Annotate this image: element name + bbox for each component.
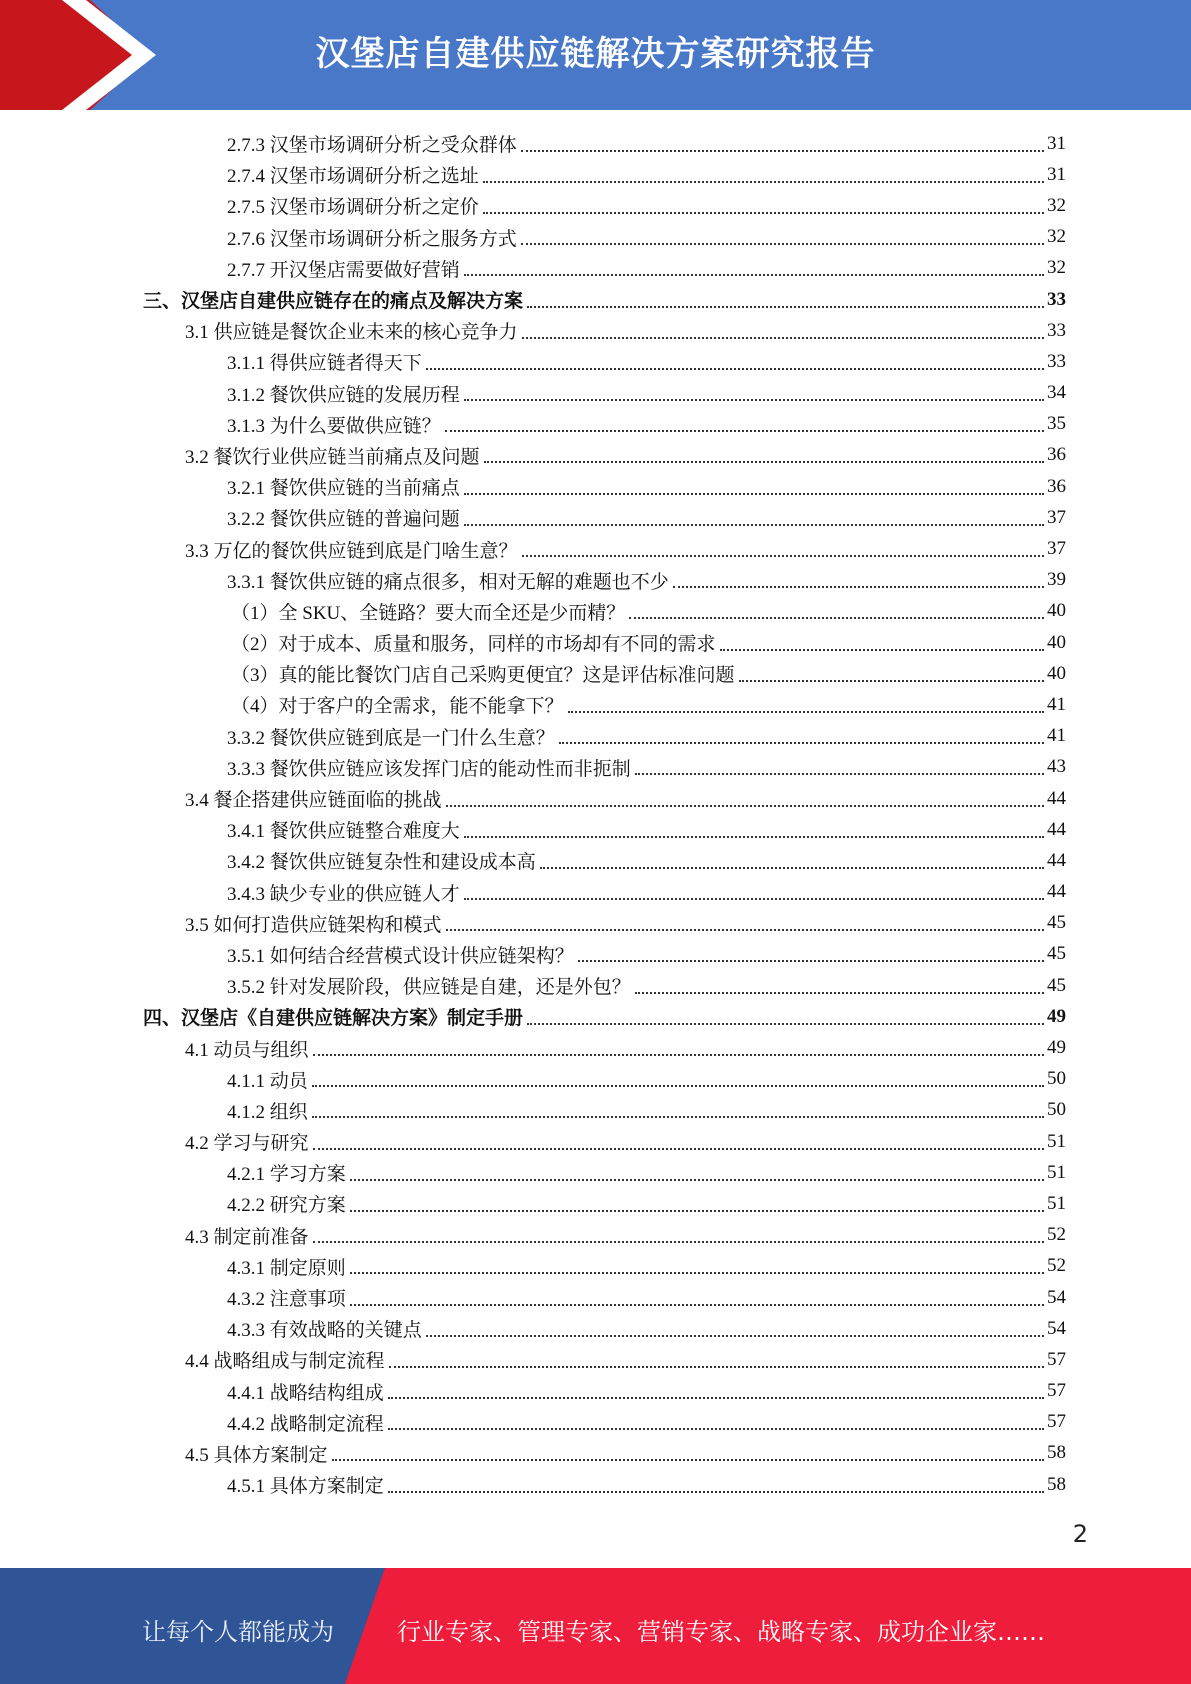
toc-entry[interactable]	[0, 877, 1191, 908]
toc-entry[interactable]	[0, 128, 1191, 159]
toc-entry-page: 57	[1047, 1348, 1066, 1370]
toc-entry[interactable]	[0, 721, 1191, 752]
toc-entry[interactable]	[0, 315, 1191, 346]
toc-entry-page: 32	[1047, 257, 1066, 279]
toc-entry-label: 3.5.2 针对发展阶段，供应链是自建，还是外包？	[227, 977, 631, 999]
toc-entry-label: 4.1.1 动员	[227, 1070, 308, 1092]
toc-dot-leader	[464, 399, 1044, 401]
toc-entry[interactable]	[0, 689, 1191, 720]
toc-entry-label: 4.3.1 制定原则	[227, 1257, 346, 1279]
toc-entry-label: 2.7.4 汉堡市场调研分析之选址	[227, 166, 479, 188]
toc-entry-label: 三、汉堡店自建供应链存在的痛点及解决方案	[143, 291, 524, 313]
toc-entry[interactable]	[0, 970, 1191, 1001]
toc-entry-label: 4.3 制定前准备	[185, 1226, 309, 1248]
toc-dot-leader	[464, 836, 1044, 838]
toc-entry-page: 44	[1047, 849, 1066, 871]
toc-dot-leader	[635, 773, 1044, 775]
toc-entry-page: 58	[1047, 1442, 1066, 1464]
toc-dot-leader	[484, 461, 1044, 463]
toc-dot-leader	[464, 898, 1044, 900]
toc-entry-label: 4.2 学习与研究	[185, 1133, 309, 1155]
toc-dot-leader	[332, 1459, 1044, 1461]
toc-entry-page: 36	[1047, 475, 1066, 497]
toc-entry-label: 4.4 战略组成与制定流程	[185, 1351, 385, 1373]
page-number: 2	[1072, 1520, 1088, 1548]
toc-entry-label: 4.4.1 战略结构组成	[227, 1382, 384, 1404]
toc-entry-page: 33	[1047, 350, 1066, 372]
toc-entry-label: 3.4.1 餐饮供应链整合难度大	[227, 821, 460, 843]
toc-entry-label: 3.1.1 得供应链者得天下	[227, 353, 422, 375]
toc-dot-leader	[720, 649, 1044, 651]
toc-entry-page: 45	[1047, 974, 1066, 996]
toc-entry[interactable]	[0, 1064, 1191, 1095]
toc-dot-leader	[350, 1210, 1044, 1212]
toc-dot-leader	[313, 1054, 1044, 1056]
toc-dot-leader	[464, 274, 1044, 276]
toc-entry-label: 3.5.1 如何结合经营模式设计供应链架构？	[227, 945, 574, 967]
toc-entry[interactable]	[0, 1376, 1191, 1407]
footer-slogan-right: 行业专家、管理专家、营销专家、战略专家、成功企业家……	[397, 1618, 1045, 1646]
toc-entry[interactable]	[0, 378, 1191, 409]
toc-entry-label: 3.3.2 餐饮供应链到底是一门什么生意？	[227, 727, 555, 749]
toc-entry-label: 4.1.2 组织	[227, 1101, 308, 1123]
toc-entry[interactable]	[0, 1251, 1191, 1282]
toc-entry-page: 31	[1047, 163, 1066, 185]
toc-dot-leader	[350, 1272, 1044, 1274]
toc-entry-page: 37	[1047, 538, 1066, 560]
toc-entry[interactable]	[0, 658, 1191, 689]
toc-dot-leader	[426, 368, 1044, 370]
toc-entry-label: 4.5.1 具体方案制定	[227, 1476, 384, 1498]
toc-entry-page: 41	[1047, 693, 1066, 715]
toc-dot-leader	[313, 1148, 1044, 1150]
toc-entry-page: 54	[1047, 1286, 1066, 1308]
toc-entry-page: 44	[1047, 787, 1066, 809]
toc-dot-leader	[522, 555, 1044, 557]
toc-entry-page: 45	[1047, 912, 1066, 934]
toc-dot-leader	[527, 1023, 1044, 1025]
toc-dot-leader	[739, 680, 1044, 682]
toc-entry[interactable]	[0, 939, 1191, 970]
toc-entry-page: 39	[1047, 569, 1066, 591]
toc-entry-page: 31	[1047, 132, 1066, 154]
toc-dot-leader	[527, 306, 1044, 308]
toc-entry-page: 35	[1047, 413, 1066, 435]
toc-entry-label: 2.7.6 汉堡市场调研分析之服务方式	[227, 228, 517, 250]
toc-entry[interactable]	[0, 533, 1191, 564]
toc-entry-page: 41	[1047, 725, 1066, 747]
toc-entry-label: 3.4 餐企搭建供应链面临的挑战	[185, 790, 442, 812]
toc-dot-leader	[446, 805, 1044, 807]
toc-entry[interactable]	[0, 908, 1191, 939]
toc-entry-label: 2.7.5 汉堡市场调研分析之定价	[227, 197, 479, 219]
toc-dot-leader	[388, 1428, 1044, 1430]
toc-entry-page: 49	[1047, 1005, 1066, 1027]
toc-entry-label: 3.2 餐饮行业供应链当前痛点及问题	[185, 446, 480, 468]
toc-entry-label: 3.3.1 餐饮供应链的痛点很多，相对无解的难题也不少	[227, 571, 669, 593]
toc-dot-leader	[389, 1366, 1044, 1368]
toc-dot-leader	[350, 1304, 1044, 1306]
toc-dot-leader	[521, 243, 1044, 245]
toc-entry-page: 32	[1047, 194, 1066, 216]
toc-entry[interactable]	[0, 1157, 1191, 1188]
toc-entry[interactable]	[0, 346, 1191, 377]
footer-slogan-left: 让每个人都能成为	[142, 1618, 334, 1646]
page-footer	[0, 1568, 1191, 1684]
toc-entry[interactable]	[0, 440, 1191, 471]
toc-entry-label: 4.3.2 注意事项	[227, 1289, 346, 1311]
toc-entry-label: （2）对于成本、质量和服务，同样的市场却有不同的需求	[231, 634, 716, 656]
toc-entry[interactable]	[0, 1188, 1191, 1219]
toc-entry-label: 四、汉堡店《自建供应链解决方案》制定手册	[143, 1008, 524, 1030]
toc-entry[interactable]	[0, 783, 1191, 814]
toc-entry-label: 4.5 具体方案制定	[185, 1444, 328, 1466]
toc-dot-leader	[629, 617, 1044, 619]
toc-entry[interactable]	[0, 1220, 1191, 1251]
toc-dot-leader	[446, 929, 1044, 931]
toc-entry-page: 33	[1047, 319, 1066, 341]
toc-entry[interactable]	[0, 159, 1191, 190]
toc-entry-page: 37	[1047, 506, 1066, 528]
toc-entry[interactable]	[0, 1282, 1191, 1313]
toc-dot-leader	[388, 1491, 1044, 1493]
toc-entry[interactable]	[0, 502, 1191, 533]
toc-entry-page: 50	[1047, 1068, 1066, 1090]
toc-dot-leader	[578, 960, 1044, 962]
page-header	[0, 0, 1191, 110]
toc-entry-page: 50	[1047, 1099, 1066, 1121]
toc-entry[interactable]	[0, 1095, 1191, 1126]
toc-entry[interactable]	[0, 409, 1191, 440]
toc-entry[interactable]	[0, 222, 1191, 253]
toc-entry[interactable]	[0, 284, 1191, 315]
toc-entry-page: 52	[1047, 1255, 1066, 1277]
toc-entry-label: 4.2.1 学习方案	[227, 1164, 346, 1186]
toc-dot-leader	[312, 1116, 1044, 1118]
toc-entry[interactable]	[0, 1032, 1191, 1063]
toc-entry-label: 3.3.3 餐饮供应链应该发挥门店的能动性而非扼制	[227, 758, 631, 780]
toc-dot-leader	[464, 524, 1044, 526]
toc-dot-leader	[388, 1397, 1044, 1399]
toc-entry-page: 51	[1047, 1192, 1066, 1214]
toc-entry[interactable]	[0, 752, 1191, 783]
table-of-contents	[0, 128, 1191, 1500]
header-red-block	[0, 0, 150, 110]
toc-dot-leader	[312, 1085, 1044, 1087]
toc-entry-label: 4.4.2 战略制定流程	[227, 1413, 384, 1435]
toc-entry-label: 3.3 万亿的餐饮供应链到底是门啥生意？	[185, 540, 518, 562]
toc-entry-page: 49	[1047, 1037, 1066, 1059]
toc-entry-label: 3.2.2 餐饮供应链的普遍问题	[227, 509, 460, 531]
toc-entry-page: 51	[1047, 1130, 1066, 1152]
toc-entry-label: 2.7.7 开汉堡店需要做好营销	[227, 259, 460, 281]
toc-entry-page: 52	[1047, 1224, 1066, 1246]
toc-entry-page: 44	[1047, 881, 1066, 903]
toc-entry[interactable]	[0, 1001, 1191, 1032]
toc-entry-label: 3.4.3 缺少专业的供应链人才	[227, 883, 460, 905]
toc-entry[interactable]	[0, 1407, 1191, 1438]
toc-entry-page: 57	[1047, 1380, 1066, 1402]
header-title: 汉堡店自建供应链解决方案研究报告	[315, 34, 876, 74]
toc-entry-page: 33	[1047, 288, 1066, 310]
toc-entry-label: （3）真的能比餐饮门店自己采购更便宜？这是评估标准问题	[231, 665, 735, 687]
toc-entry-page: 58	[1047, 1473, 1066, 1495]
toc-entry-page: 32	[1047, 226, 1066, 248]
toc-entry[interactable]	[0, 627, 1191, 658]
toc-entry[interactable]	[0, 596, 1191, 627]
toc-entry[interactable]	[0, 814, 1191, 845]
toc-entry-page: 45	[1047, 943, 1066, 965]
toc-entry-page: 54	[1047, 1317, 1066, 1339]
toc-entry-label: 4.2.2 研究方案	[227, 1195, 346, 1217]
toc-dot-leader	[313, 1241, 1044, 1243]
toc-entry[interactable]	[0, 253, 1191, 284]
toc-dot-leader	[464, 493, 1044, 495]
toc-entry[interactable]	[0, 1344, 1191, 1375]
toc-entry-page: 57	[1047, 1411, 1066, 1433]
toc-entry-label: 2.7.3 汉堡市场调研分析之受众群体	[227, 135, 517, 157]
toc-entry-page: 51	[1047, 1161, 1066, 1183]
toc-dot-leader	[483, 212, 1044, 214]
toc-entry-page: 43	[1047, 756, 1066, 778]
toc-entry[interactable]	[0, 845, 1191, 876]
toc-entry[interactable]	[0, 1438, 1191, 1469]
toc-entry-page: 40	[1047, 662, 1066, 684]
toc-dot-leader	[350, 1179, 1044, 1181]
toc-dot-leader	[483, 181, 1044, 183]
toc-entry[interactable]	[0, 1313, 1191, 1344]
toc-entry-label: 4.3.3 有效战略的关键点	[227, 1320, 422, 1342]
toc-entry-page: 40	[1047, 600, 1066, 622]
toc-entry-label: （1）全 SKU、全链路？要大而全还是少而精？	[231, 602, 626, 624]
toc-entry-label: 3.1.3 为什么要做供应链？	[227, 415, 441, 437]
toc-entry-label: 3.4.2 餐饮供应链复杂性和建设成本高	[227, 852, 536, 874]
toc-dot-leader	[522, 337, 1044, 339]
toc-entry-page: 44	[1047, 818, 1066, 840]
toc-dot-leader	[426, 1335, 1044, 1337]
toc-entry-label: 3.1 供应链是餐饮企业未来的核心竞争力	[185, 322, 518, 344]
toc-entry-page: 34	[1047, 382, 1066, 404]
toc-dot-leader	[673, 586, 1044, 588]
toc-entry-page: 36	[1047, 444, 1066, 466]
toc-entry-label: 3.5 如何打造供应链架构和模式	[185, 914, 442, 936]
toc-entry-label: 4.1 动员与组织	[185, 1039, 309, 1061]
toc-dot-leader	[521, 150, 1044, 152]
toc-entry[interactable]	[0, 471, 1191, 502]
toc-dot-leader	[445, 430, 1044, 432]
toc-entry[interactable]	[0, 1469, 1191, 1500]
toc-dot-leader	[635, 992, 1044, 994]
toc-entry-label: 3.1.2 餐饮供应链的发展历程	[227, 384, 460, 406]
toc-entry[interactable]	[0, 565, 1191, 596]
toc-dot-leader	[540, 867, 1044, 869]
toc-entry-label: 3.2.1 餐饮供应链的当前痛点	[227, 478, 460, 500]
toc-dot-leader	[559, 742, 1044, 744]
toc-entry-label: （4）对于客户的全需求，能不能拿下？	[231, 696, 564, 718]
toc-dot-leader	[568, 711, 1044, 713]
toc-entry[interactable]	[0, 1126, 1191, 1157]
toc-entry[interactable]	[0, 190, 1191, 221]
toc-entry-page: 40	[1047, 631, 1066, 653]
